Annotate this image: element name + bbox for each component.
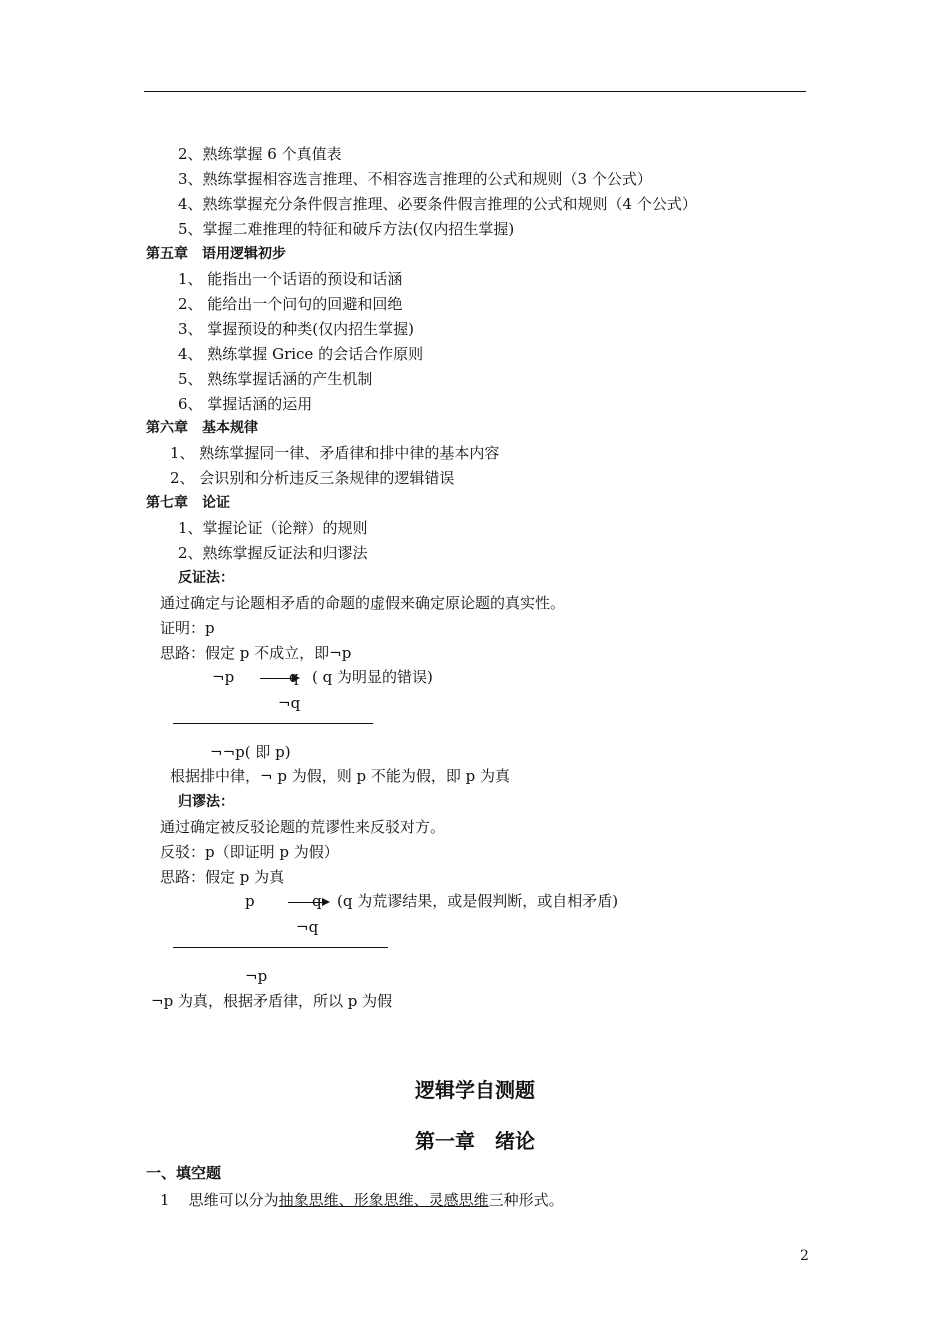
premise-right: q: [312, 892, 322, 910]
question-text-pre: 思维可以分为: [188, 1191, 279, 1209]
method-label: 反证法：: [178, 570, 234, 586]
premise-left: ¬p: [212, 668, 235, 686]
list-item: 6、 掌握话涵的运用: [178, 395, 313, 413]
implication-arrow: [288, 902, 328, 903]
final-statement: 根据排中律，¬ p 为假，则 p 不能为假，即 p 为真: [170, 767, 510, 785]
refute-line: 反驳：p（即证明 p 为假）: [160, 843, 339, 861]
final-statement: ¬p 为真，根据矛盾律，所以 p 为假: [151, 992, 393, 1010]
question-answer: 抽象思维、形象思维、灵感思维: [278, 1191, 489, 1209]
list-item: 2、 能给出一个问句的回避和回绝: [178, 295, 403, 313]
premise-note: (q 为荒谬结果，或是假判断，或自相矛盾): [337, 892, 619, 910]
method-label: 归谬法：: [178, 794, 234, 810]
test-title: 逻辑学自测题: [415, 1078, 535, 1102]
method-description: 通过确定被反驳论题的荒谬性来反驳对方。: [160, 818, 446, 836]
list-item: 3、 掌握预设的种类(仅内招生掌握): [178, 320, 415, 338]
premise-note: ( q 为明显的错误): [312, 668, 433, 686]
list-item: 4、熟练掌握充分条件假言推理、必要条件假言推理的公式和规则（4 个公式）: [178, 195, 697, 213]
premise-right: q: [289, 668, 299, 686]
conclusion: ¬¬p( 即 p): [210, 743, 291, 761]
list-item: 1、 能指出一个话语的预设和话涵: [178, 270, 403, 288]
list-item: 2、 会识别和分析违反三条规律的逻辑错误: [170, 469, 455, 487]
list-item: 4、 熟练掌握 Grice 的会话合作原则: [178, 345, 424, 363]
inference-line: [173, 723, 373, 724]
premise-left: p: [245, 892, 255, 910]
page-number: 2: [800, 1248, 809, 1264]
list-item: 1、掌握论证（论辩）的规则: [178, 519, 368, 537]
chapter-heading: 第五章 语用逻辑初步: [146, 246, 286, 262]
idea-line: 思路：假定 p 不成立，即¬p: [160, 644, 352, 662]
list-item: 5、掌握二难推理的特征和破斥方法(仅内招生掌握): [178, 220, 515, 238]
list-item: 3、熟练掌握相容选言推理、不相容选言推理的公式和规则（3 个公式）: [178, 170, 652, 188]
second-premise: ¬q: [296, 918, 319, 936]
chapter-heading: 第七章 论证: [146, 495, 230, 511]
proof-line: 证明：p: [160, 619, 215, 637]
idea-line: 思路：假定 p 为真: [160, 868, 285, 886]
method-description: 通过确定与论题相矛盾的命题的虚假来确定原论题的真实性。: [160, 594, 566, 612]
list-item: 5、 熟练掌握话涵的产生机制: [178, 370, 373, 388]
list-item: 2、熟练掌握反证法和归谬法: [178, 544, 368, 562]
chapter-heading: 第六章 基本规律: [146, 420, 258, 436]
list-item: 2、熟练掌握 6 个真值表: [178, 145, 342, 163]
question-number: 1: [160, 1191, 170, 1209]
conclusion: ¬p: [245, 967, 268, 985]
section-heading: 一、填空题: [146, 1164, 222, 1182]
list-item: 1、 熟练掌握同一律、矛盾律和排中律的基本内容: [170, 444, 500, 462]
inference-line: [173, 947, 388, 948]
question-item: [160, 1190, 564, 1210]
second-premise: ¬q: [278, 694, 301, 712]
question-text-post: 三种形式。: [488, 1191, 564, 1209]
chapter-title: 第一章 绪论: [415, 1129, 535, 1153]
header-rule: [144, 91, 806, 92]
